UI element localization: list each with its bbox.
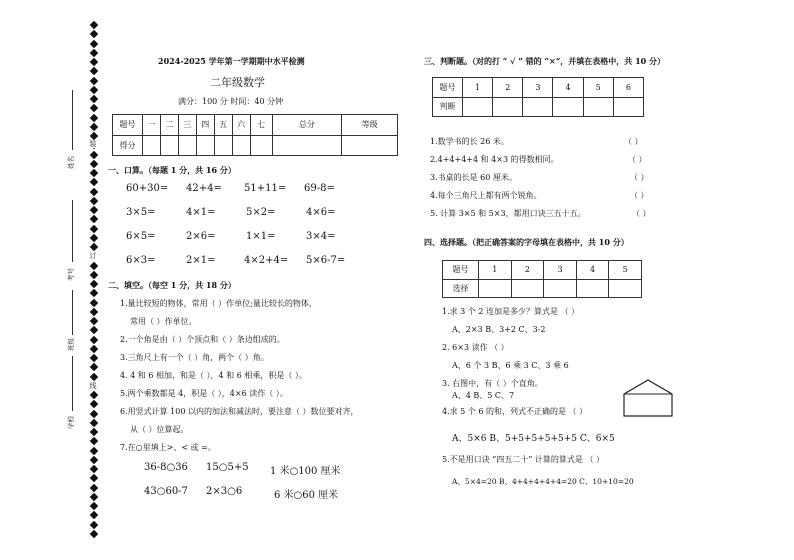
choice-question: 4.求 5 个 6 的和，列式不正确的是 （ ） (442, 407, 588, 416)
arith-item: 2×1= (186, 255, 216, 266)
binding-diamond (90, 502, 98, 510)
fill-line: 4. 4 和 6 相加，和是（ ），4 和 6 相乘，积是（ ）。 (120, 371, 307, 380)
binding-diamond (90, 354, 98, 362)
fill-line: 常用（ ）作单位。 (130, 317, 197, 326)
score-header-cell: 一 (142, 115, 160, 136)
judge-header-cell: 6 (613, 78, 643, 98)
binding-diamond (90, 298, 98, 306)
judge-item: 2.4+4+4+4 和 4×3 的得数相同。 (430, 155, 559, 164)
judge-paren[interactable]: （ ） (630, 191, 649, 200)
binding-diamond (90, 123, 98, 131)
binding-diamond (90, 345, 98, 353)
binding-diamond (90, 243, 98, 251)
arith-item: 42+4= (186, 183, 222, 194)
binding-diamond (90, 483, 98, 491)
binding-diamond (90, 280, 98, 288)
choice-options: A、2×3 B、3+2 C、3-2 (452, 325, 546, 334)
judge-item: 5. 计算 3×5 和 5×3，都用口诀三五十五。 (430, 209, 586, 218)
compare-item: 2×3○6 (206, 486, 243, 497)
choice-answer-row (443, 279, 642, 298)
name-line (72, 90, 73, 150)
binding-diamond (90, 132, 98, 140)
binding-diamond (90, 187, 98, 195)
arith-item: 1×1= (246, 231, 276, 242)
choice-answer-cell[interactable] (609, 279, 642, 298)
arith-item: 2×6= (186, 231, 216, 242)
fill-line: 6.用竖式计算 100 以内的加法和减法时，要注意（ ）数位要对齐， (120, 407, 359, 416)
choice-header-row (443, 261, 642, 280)
binding-diamond (90, 400, 98, 408)
arith-item: 51+11= (244, 183, 287, 194)
judge-item: 1.数学书的长 26 米。 (430, 137, 509, 146)
house-shape-figure (622, 378, 674, 418)
score-cell[interactable] (250, 135, 272, 156)
choice-header-cell: 1 (479, 261, 512, 280)
binding-diamond (90, 261, 98, 269)
judge-paren[interactable]: （ ） (624, 137, 643, 146)
choice-table (442, 260, 642, 298)
judge-item: 3.书桌的长是 60 厘米。 (430, 173, 517, 182)
score-cell[interactable] (272, 135, 342, 156)
choice-answer-cell[interactable] (576, 279, 609, 298)
score-cell[interactable] (214, 135, 232, 156)
choice-question: 2. 6×3 读作 （ ） (442, 343, 509, 352)
arith-item: 4×2+4= (244, 255, 289, 266)
judge-answer-cell[interactable] (523, 97, 553, 117)
score-cell[interactable] (160, 135, 178, 156)
binding-diamond (90, 113, 98, 121)
score-header-cell: 三 (178, 115, 196, 136)
fill-line: 1.量比较短的物体，常用（ ）作单位;量比较长的物体， (120, 299, 317, 308)
choice-header-cell: 题号 (443, 261, 479, 280)
binding-diamond (90, 446, 98, 454)
binding-diamond (90, 49, 98, 57)
exam-title: 2024-2025 学年第一学期期中水平检测 (158, 56, 305, 66)
score-cell[interactable] (178, 135, 196, 156)
score-header-cell: 等级 (342, 115, 398, 136)
arith-item: 4×1= (186, 207, 216, 218)
arith-item: 3×5= (126, 207, 156, 218)
binding-diamond (90, 363, 98, 371)
binding-diamond (90, 474, 98, 482)
score-table-header-row (113, 115, 398, 136)
choice-row-label: 选择 (443, 279, 479, 298)
binding-diamond (90, 372, 98, 380)
binding-diamond (90, 104, 98, 112)
arith-item: 5×2= (246, 207, 276, 218)
choice-header-cell: 4 (576, 261, 609, 280)
score-header-cell: 总分 (272, 115, 342, 136)
score-header-cell: 四 (196, 115, 214, 136)
fill-line: 从（ ）位算起。 (130, 425, 189, 434)
score-table (112, 114, 398, 156)
binding-diamond (90, 224, 98, 232)
score-cell[interactable] (196, 135, 214, 156)
section-1-heading: 一、口算。（每题 1 分，共 16 分） (108, 165, 236, 175)
binding-diamond (90, 465, 98, 473)
binding-diamond (90, 317, 98, 325)
score-header-cell: 二 (160, 115, 178, 136)
binding-diamond (90, 335, 98, 343)
exam-number-line (72, 200, 73, 262)
choice-question: 1.求 3 个 2 连加是多少？算式是 （ ） (442, 307, 580, 316)
label-school: 学校 (67, 416, 75, 429)
judge-header-cell: 2 (493, 78, 523, 98)
binding-diamond (90, 58, 98, 66)
choice-header-cell: 2 (511, 261, 544, 280)
choice-answer-cell[interactable] (511, 279, 544, 298)
judge-answer-row (433, 97, 644, 117)
binding-diamond (90, 86, 98, 94)
arith-item: 60+30= (126, 183, 169, 194)
judge-answer-cell[interactable] (613, 97, 643, 117)
choice-answer-cell[interactable] (479, 279, 512, 298)
judge-paren[interactable]: （ ） (632, 209, 651, 218)
binding-diamond (90, 428, 98, 436)
binding-diamond (90, 160, 98, 168)
judge-answer-cell[interactable] (463, 97, 493, 117)
choice-options: A、6 个 3 B、6 乘 3 C、3 乘 6 (452, 361, 569, 370)
compare-item: 36-8○36 (144, 462, 188, 473)
label-exam-number: 考号 (67, 268, 75, 281)
score-table-score-row (113, 135, 398, 156)
choice-question: 5.不是用口诀 “四五二十” 计算的算式是 （ ） (442, 455, 604, 464)
judge-row-label: 判断 (433, 97, 463, 117)
score-header-cell: 七 (250, 115, 272, 136)
judge-table (432, 77, 644, 117)
binding-diamond (90, 21, 98, 29)
binding-diamond (90, 419, 98, 427)
exam-meta: 满分：100 分 时间：40 分钟 (178, 97, 284, 106)
class-line (72, 290, 73, 335)
binding-diamond (90, 391, 98, 399)
exam-subject: 二年级数学 (210, 76, 265, 89)
compare-item: 1 米○100 厘米 (270, 466, 341, 477)
binding-diamond (90, 234, 98, 242)
judge-answer-cell[interactable] (493, 97, 523, 117)
binding-diamond (90, 493, 98, 501)
binding-diamonds (90, 22, 98, 537)
compare-item: 6 米○60 厘米 (274, 490, 339, 501)
binding-diamond (90, 30, 98, 38)
binding-diamond (90, 308, 98, 316)
choice-options: A、5×4=20 B、4+4+4+4+4=20 C、10+10=20 (452, 477, 634, 486)
binding-diamond (90, 326, 98, 334)
bind-word-zhuang: 装 (89, 140, 97, 148)
choice-header-cell: 3 (544, 261, 577, 280)
score-header-cell: 六 (232, 115, 250, 136)
choice-answer-cell[interactable] (544, 279, 577, 298)
judge-answer-cell[interactable] (583, 97, 613, 117)
binding-diamond (90, 76, 98, 84)
judge-header-cell: 1 (463, 78, 493, 98)
judge-paren[interactable]: （ ） (628, 155, 647, 164)
judge-answer-cell[interactable] (553, 97, 583, 117)
section-2-heading: 二、填空。（每空 1 分，共 18 分） (108, 280, 236, 290)
binding-diamond (90, 95, 98, 103)
binding-diamond (90, 530, 98, 538)
binding-diamond (90, 409, 98, 417)
judge-header-cell: 3 (523, 78, 553, 98)
fill-line: 2.一个角是由（ ）个顶点和（ ）条边组成的。 (120, 335, 285, 344)
arith-item: 6×3= (126, 255, 156, 266)
label-class: 班级 (67, 338, 75, 351)
school-line (72, 356, 73, 411)
arith-item: 69-8= (304, 183, 335, 194)
binding-diamond (90, 289, 98, 297)
judge-header-cell: 5 (583, 78, 613, 98)
judge-header-cell: 4 (553, 78, 583, 98)
section-4-heading: 四、选择题。（把正确答案的字母填在表格中，共 10 分） (424, 237, 629, 247)
binding-diamond (90, 169, 98, 177)
score-cell[interactable] (142, 135, 160, 156)
judge-header-row (433, 78, 644, 98)
compare-item: 15○5+5 (206, 462, 249, 473)
bind-word-ding: 订 (89, 252, 97, 260)
judge-paren[interactable]: （ ） (630, 173, 649, 182)
binding-diamond (90, 150, 98, 158)
binding-diamond (90, 39, 98, 47)
fill-line: 7.在○里填上>、< 或 =。 (120, 443, 216, 452)
score-header-cell: 五 (214, 115, 232, 136)
judge-item: 4.每个三角尺上都有两个锐角。 (430, 191, 542, 200)
choice-question: 3. 右图中，有（ ）个直角。 (442, 379, 543, 388)
score-row-label: 得分 (113, 135, 143, 156)
bind-word-xian: 线 (89, 382, 97, 390)
choice-options: A、5×6 B、5+5+5+5+5+5 C、6×5 (452, 434, 615, 444)
score-cell[interactable] (342, 135, 398, 156)
choice-header-cell: 5 (609, 261, 642, 280)
binding-diamond (90, 437, 98, 445)
section-3-heading: 三、判断题。（对的打 “ √ ” 错的 “×”，并填在表格中，共 10 分） (424, 56, 665, 66)
judge-header-cell: 题号 (433, 78, 463, 98)
choice-options: A、4 B、5 C、7 (452, 391, 515, 400)
score-header-cell: 题号 (113, 115, 143, 136)
binding-diamond (90, 215, 98, 223)
binding-diamond (90, 178, 98, 186)
arith-item: 4×6= (306, 207, 336, 218)
binding-diamond (90, 197, 98, 205)
fill-line: 3.三角尺上有一个（ ）角，两个（ ）角。 (120, 353, 269, 362)
binding-diamond (90, 456, 98, 464)
binding-diamond (90, 520, 98, 528)
fill-line: 5.两个乘数都是 4，积是（ ），4×6 读作（ ）。 (120, 389, 288, 398)
binding-diamond (90, 271, 98, 279)
arith-item: 6×5= (126, 231, 156, 242)
binding-diamond (90, 67, 98, 75)
label-name: 姓名 (67, 156, 75, 169)
score-cell[interactable] (232, 135, 250, 156)
arith-item: 3×4= (306, 231, 336, 242)
binding-diamond (90, 206, 98, 214)
compare-item: 43○60-7 (144, 486, 188, 497)
arith-item: 5×6-7= (306, 255, 346, 266)
binding-diamond (90, 511, 98, 519)
